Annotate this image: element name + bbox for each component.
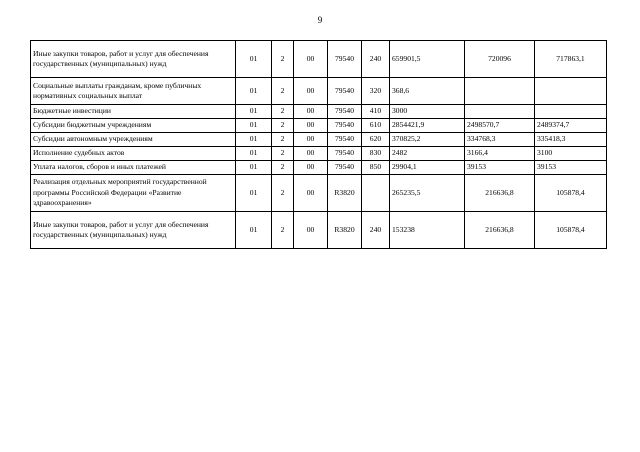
amount-year-1: 659901,5 <box>390 41 465 78</box>
amount-year-3: 3100 <box>535 147 607 161</box>
target-article-code: 79540 <box>328 41 362 78</box>
row-name: Социальные выплаты гражданам, кроме публичных нормативных социальных выплат <box>31 78 236 105</box>
section-code: 01 <box>236 41 272 78</box>
amount-year-3 <box>535 78 607 105</box>
row-name: Субсидии бюджетным учреждениям <box>31 119 236 133</box>
amount-year-1: 3000 <box>390 105 465 119</box>
section-code: 01 <box>236 212 272 249</box>
section-code: 01 <box>236 147 272 161</box>
amount-year-1: 153238 <box>390 212 465 249</box>
target-article-code: 79540 <box>328 133 362 147</box>
amount-year-2: 3166,4 <box>465 147 535 161</box>
table-row <box>31 147 607 161</box>
amount-year-2: 39153 <box>465 161 535 175</box>
subprogram-code: 00 <box>294 147 328 161</box>
section-code: 01 <box>236 105 272 119</box>
amount-year-3: 335418,3 <box>535 133 607 147</box>
page-number: 9 <box>317 15 323 25</box>
amount-year-2: 334768,3 <box>465 133 535 147</box>
amount-year-2: 216636,8 <box>465 175 535 212</box>
target-article-code: 79540 <box>328 119 362 133</box>
subprogram-code: 00 <box>294 105 328 119</box>
amount-year-3: 2489374,7 <box>535 119 607 133</box>
amount-year-1: 370825,2 <box>390 133 465 147</box>
subprogram-code: 00 <box>294 133 328 147</box>
amount-year-3: 105878,4 <box>535 175 607 212</box>
row-name: Бюджетные инвестиции <box>31 105 236 119</box>
subprogram-code: 00 <box>294 175 328 212</box>
section-code: 01 <box>236 175 272 212</box>
table-row <box>31 119 607 133</box>
program-code: 2 <box>272 119 294 133</box>
amount-year-2: 216636,8 <box>465 212 535 249</box>
row-name: Уплата налогов, сборов и иных платежей <box>31 161 236 175</box>
subprogram-code: 00 <box>294 78 328 105</box>
amount-year-2: 2498570,7 <box>465 119 535 133</box>
subprogram-code: 00 <box>294 161 328 175</box>
section-code: 01 <box>236 78 272 105</box>
amount-year-3: 105878,4 <box>535 212 607 249</box>
program-code: 2 <box>272 147 294 161</box>
expense-type-code <box>362 175 390 212</box>
expense-type-code: 610 <box>362 119 390 133</box>
amount-year-2: 720096 <box>465 41 535 78</box>
subprogram-code: 00 <box>294 41 328 78</box>
section-code: 01 <box>236 133 272 147</box>
subprogram-code: 00 <box>294 212 328 249</box>
amount-year-3: 39153 <box>535 161 607 175</box>
amount-year-1: 2854421,9 <box>390 119 465 133</box>
amount-year-2 <box>465 78 535 105</box>
amount-year-2 <box>465 105 535 119</box>
table-row <box>31 161 607 175</box>
table-row <box>31 212 607 249</box>
expense-type-code: 240 <box>362 212 390 249</box>
section-code: 01 <box>236 119 272 133</box>
section-code: 01 <box>236 161 272 175</box>
program-code: 2 <box>272 41 294 78</box>
amount-year-1: 368,6 <box>390 78 465 105</box>
budget-table <box>30 40 607 249</box>
program-code: 2 <box>272 78 294 105</box>
program-code: 2 <box>272 105 294 119</box>
table-row <box>31 41 607 78</box>
program-code: 2 <box>272 133 294 147</box>
amount-year-3 <box>535 105 607 119</box>
expense-type-code: 320 <box>362 78 390 105</box>
table-row <box>31 105 607 119</box>
table-row <box>31 175 607 212</box>
expense-type-code: 850 <box>362 161 390 175</box>
amount-year-1: 29904,1 <box>390 161 465 175</box>
target-article-code: R3820 <box>328 212 362 249</box>
target-article-code: 79540 <box>328 105 362 119</box>
row-name: Субсидии автономным учреждениям <box>31 133 236 147</box>
amount-year-3: 717863,1 <box>535 41 607 78</box>
target-article-code: 79540 <box>328 147 362 161</box>
program-code: 2 <box>272 161 294 175</box>
target-article-code: 79540 <box>328 78 362 105</box>
expense-type-code: 830 <box>362 147 390 161</box>
table-row <box>31 133 607 147</box>
row-name: Исполнение судебных актов <box>31 147 236 161</box>
program-code: 2 <box>272 212 294 249</box>
program-code: 2 <box>272 175 294 212</box>
table-row <box>31 78 607 105</box>
expense-type-code: 410 <box>362 105 390 119</box>
subprogram-code: 00 <box>294 119 328 133</box>
amount-year-1: 2482 <box>390 147 465 161</box>
row-name: Реализация отдельных мероприятий государственной программы Российской Федерации «Развитие здравоохранения» <box>31 175 236 212</box>
expense-type-code: 620 <box>362 133 390 147</box>
target-article-code: 79540 <box>328 161 362 175</box>
row-name: Иные закупки товаров, работ и услуг для обеспечения государственных (муниципальных) нужд <box>31 41 236 78</box>
row-name: Иные закупки товаров, работ и услуг для обеспечения государственных (муниципальных) нужд <box>31 212 236 249</box>
target-article-code: R3820 <box>328 175 362 212</box>
expense-type-code: 240 <box>362 41 390 78</box>
amount-year-1: 265235,5 <box>390 175 465 212</box>
